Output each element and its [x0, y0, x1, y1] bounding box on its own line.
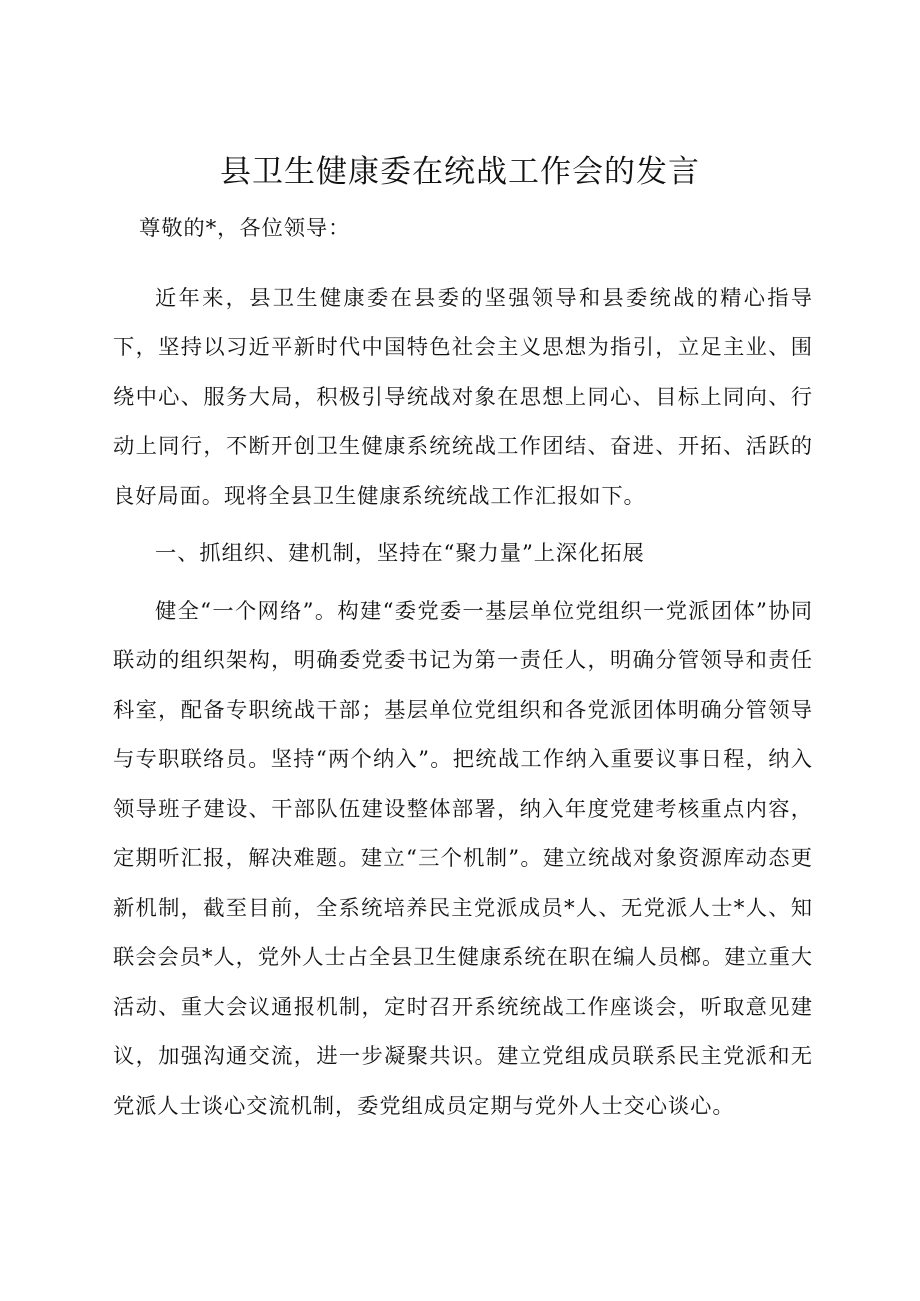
document-title: 县卫生健康委在统战工作会的发言 — [220, 154, 700, 190]
paragraph-section-one: 健全“一个网络”。构建“委党委一基层单位党组织一党派团体”协同联动的组织架构，明确委党委书记为第一责任人，明确分管领导和责任科室，配备专职统战干部；基层单位党组织和各党派团体明确分管领导与专职联络员。坚持“两个纳入”。把统战工作纳入重要议事日程，纳入领导班子建设、干部队伍建设整体部署，纳入年度党建考核重点内容，定期听汇报，解决难题。建立“三个机制”。建立统战对象资源库动态更新机制，截至目前，全系统培养民主党派成员*人、无党派人士*人、知联会会员*人，党外人士占全县卫生健康系统在职在编人员榔。建立重大活动、重大会议通报机制，定时召开系统统战工作座谈会，听取意见建议，加强沟通交流，进一步凝聚共识。建立党组成员联系民主党派和无党派人士谈心交流机制，委党组成员定期与党外人士交心谈心。 — [113, 598, 813, 1119]
salutation: 尊敬的*，各位领导： — [139, 216, 351, 241]
document-body — [113, 204, 813, 1131]
section-heading: 一、抓组织、建机制，坚持在“聚力量”上深化拓展 — [155, 541, 645, 566]
paragraph-intro: 近年来，县卫生健康委在县委的坚强领导和县委统战的精心指导下，坚持以习近平新时代中国特色社会主义思想为指引，立足主业、围绕中心、服务大局，积极引导统战对象在思想上同心、目标上同向、行动上同行，不断开创卫生健康系统统战工作团结、奋进、开拓、活跃的良好局面。现将全县卫生健康系统统战工作汇报如下。 — [113, 285, 813, 509]
